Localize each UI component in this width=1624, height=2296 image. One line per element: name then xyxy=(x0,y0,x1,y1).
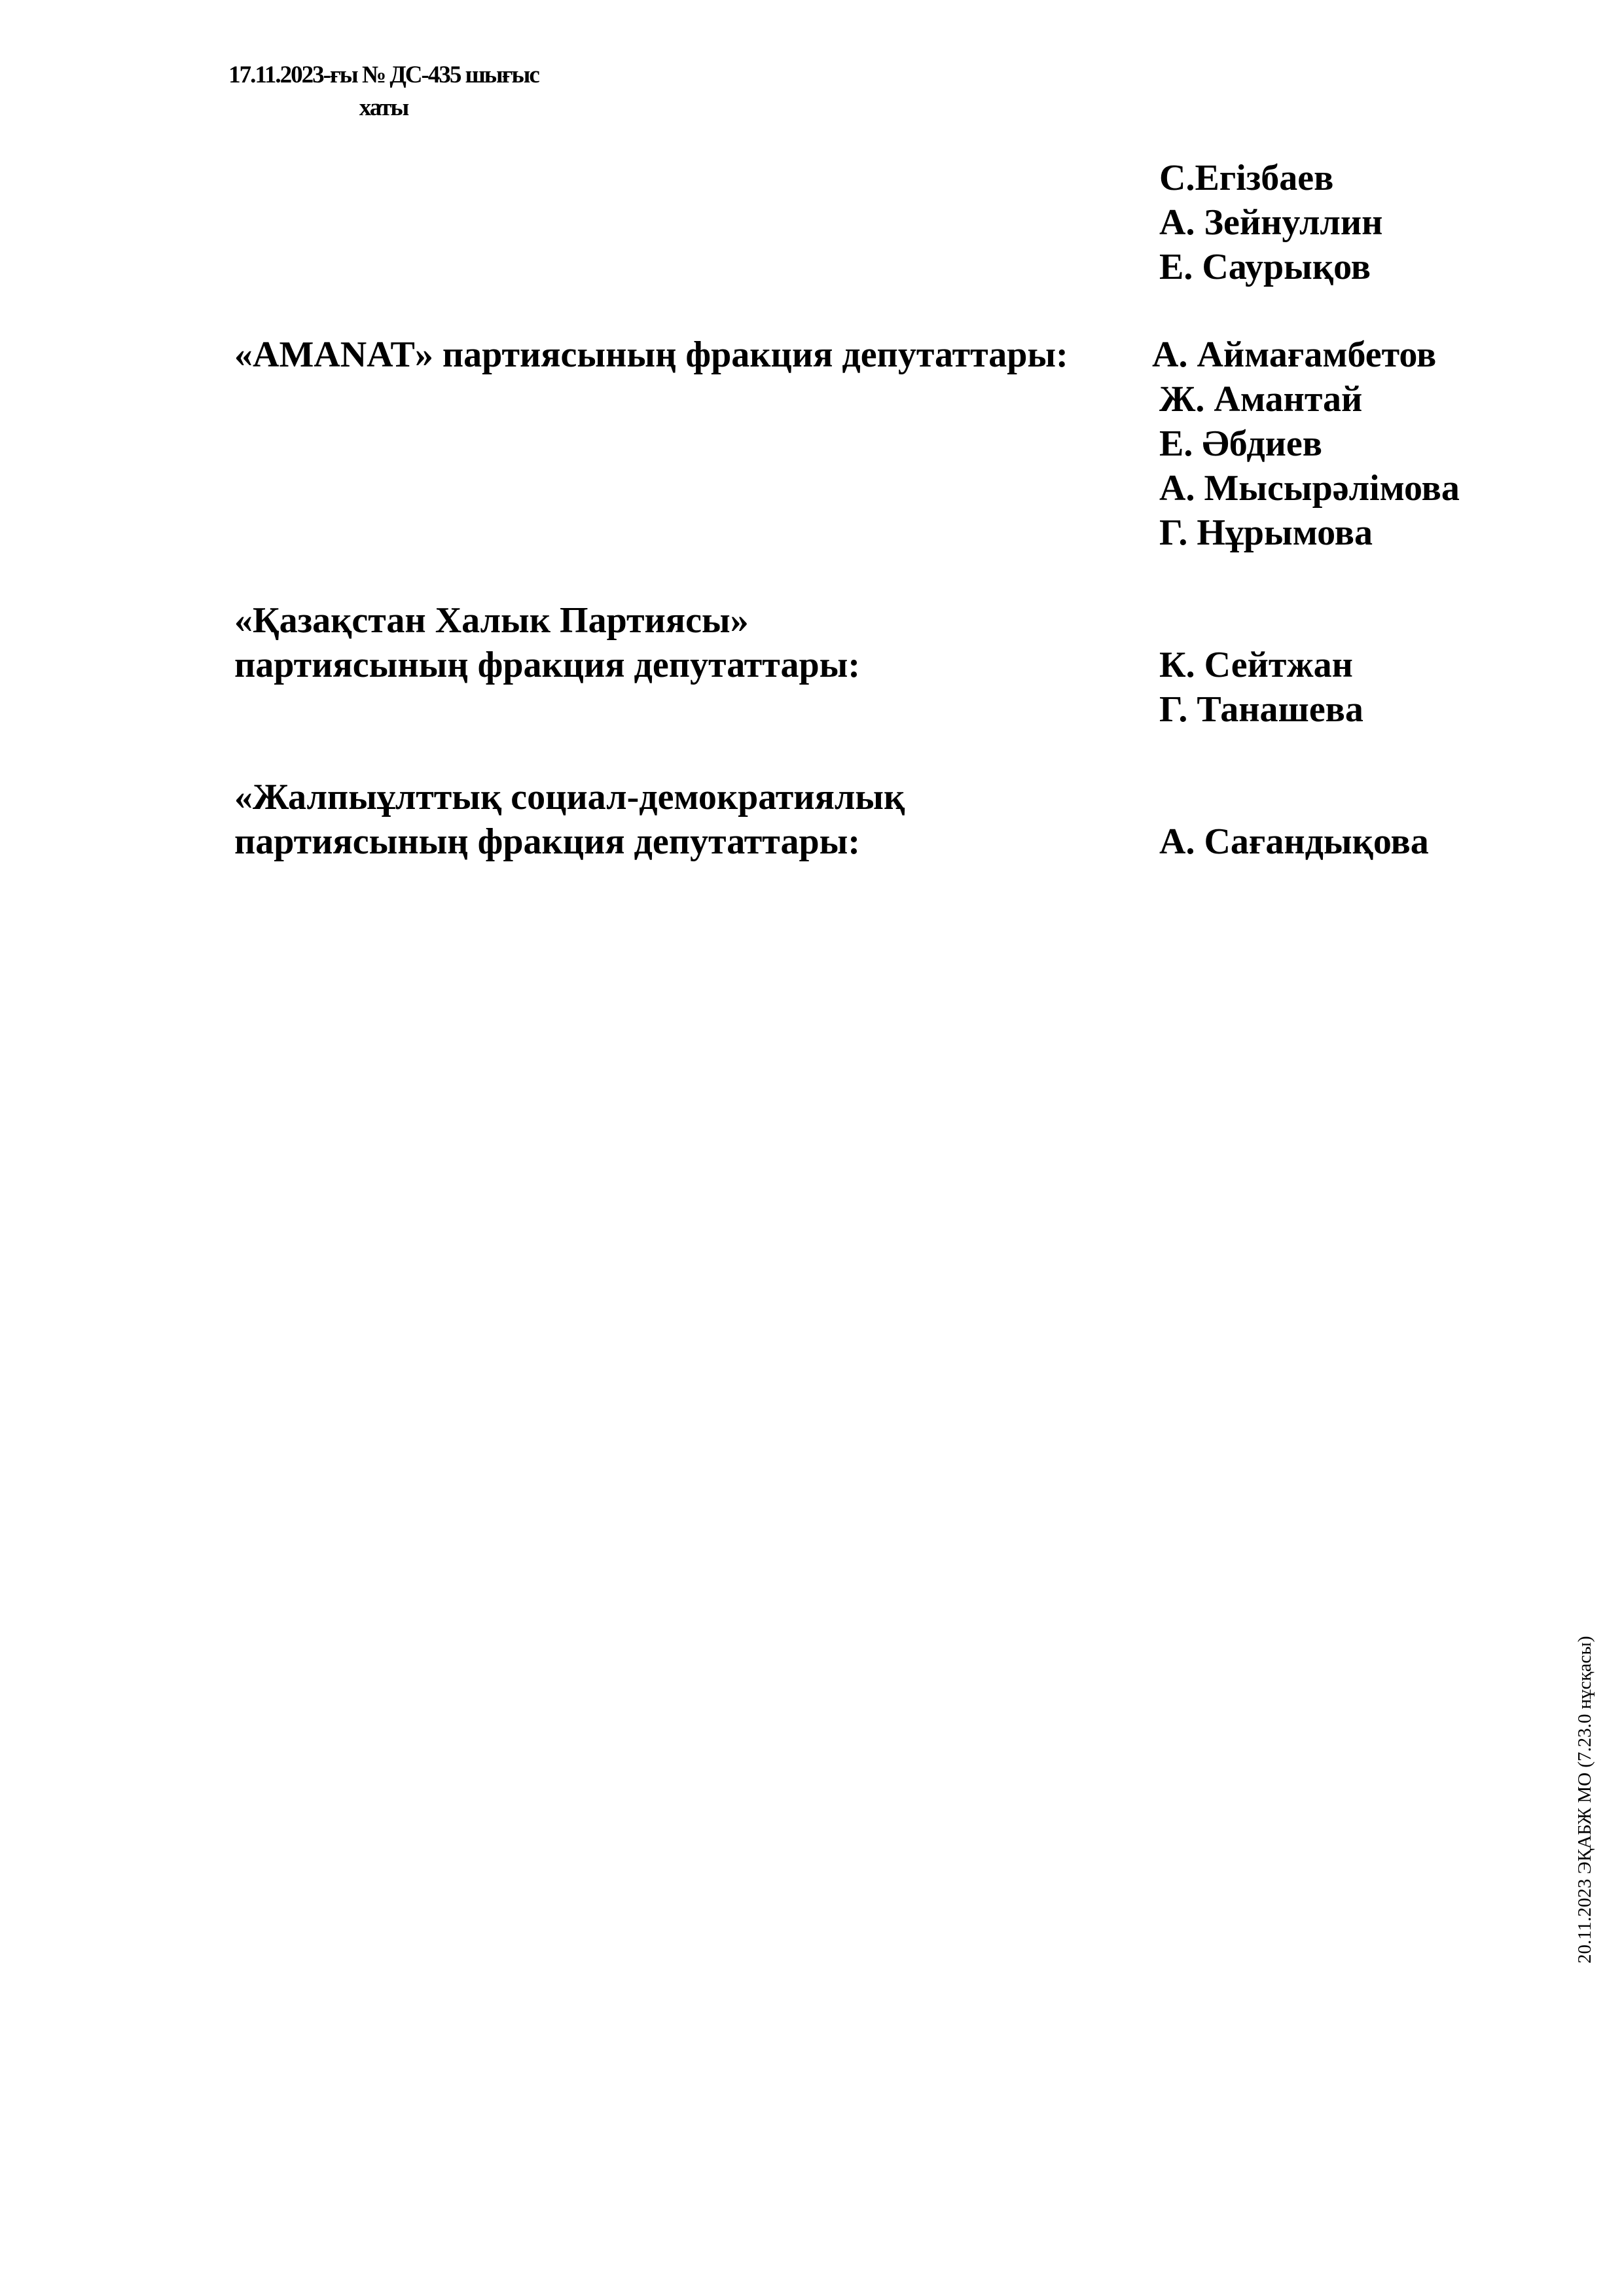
faction-member: А. Сағандықова xyxy=(1159,821,1429,862)
reference-number-line: 17.11.2023-ғы № ДС-435 шығыс xyxy=(228,62,539,88)
faction-label: партиясының фракция депутаттары: xyxy=(234,821,860,862)
signatory-name: А. Зейнуллин xyxy=(1159,202,1383,243)
faction-label: «AMANAT» партиясының фракция депутаттары: xyxy=(234,334,1068,375)
document-reference xyxy=(207,59,560,124)
reference-letter-word: хаты xyxy=(359,94,408,121)
faction-member: Е. Әбдиев xyxy=(1159,423,1323,464)
faction-member: Г. Танашева xyxy=(1159,689,1363,730)
faction-member: Г. Нұрымова xyxy=(1159,512,1373,553)
faction-label: партиясының фракция депутаттары: xyxy=(234,645,860,685)
faction-member: К. Сейтжан xyxy=(1159,645,1353,685)
faction-member: А. Мысырәлімова xyxy=(1159,468,1460,509)
faction-label: «Жалпыұлттық социал-демократиялық xyxy=(234,777,905,817)
signatory-name: Е. Саурықов xyxy=(1159,247,1371,287)
faction-member: А. Аймағамбетов xyxy=(1152,334,1437,375)
edoc-system-stamp-text: 20.11.2023 ЭҚАБЖ МО (7.23.0 нұсқасы) xyxy=(1574,1636,1595,1964)
signatory-name: С.Егізбаев xyxy=(1159,158,1334,198)
faction-member: Ж. Амантай xyxy=(1159,379,1363,420)
faction-label: «Қазақстан Халык Партиясы» xyxy=(234,600,749,641)
edoc-system-stamp xyxy=(1574,1636,1600,1964)
